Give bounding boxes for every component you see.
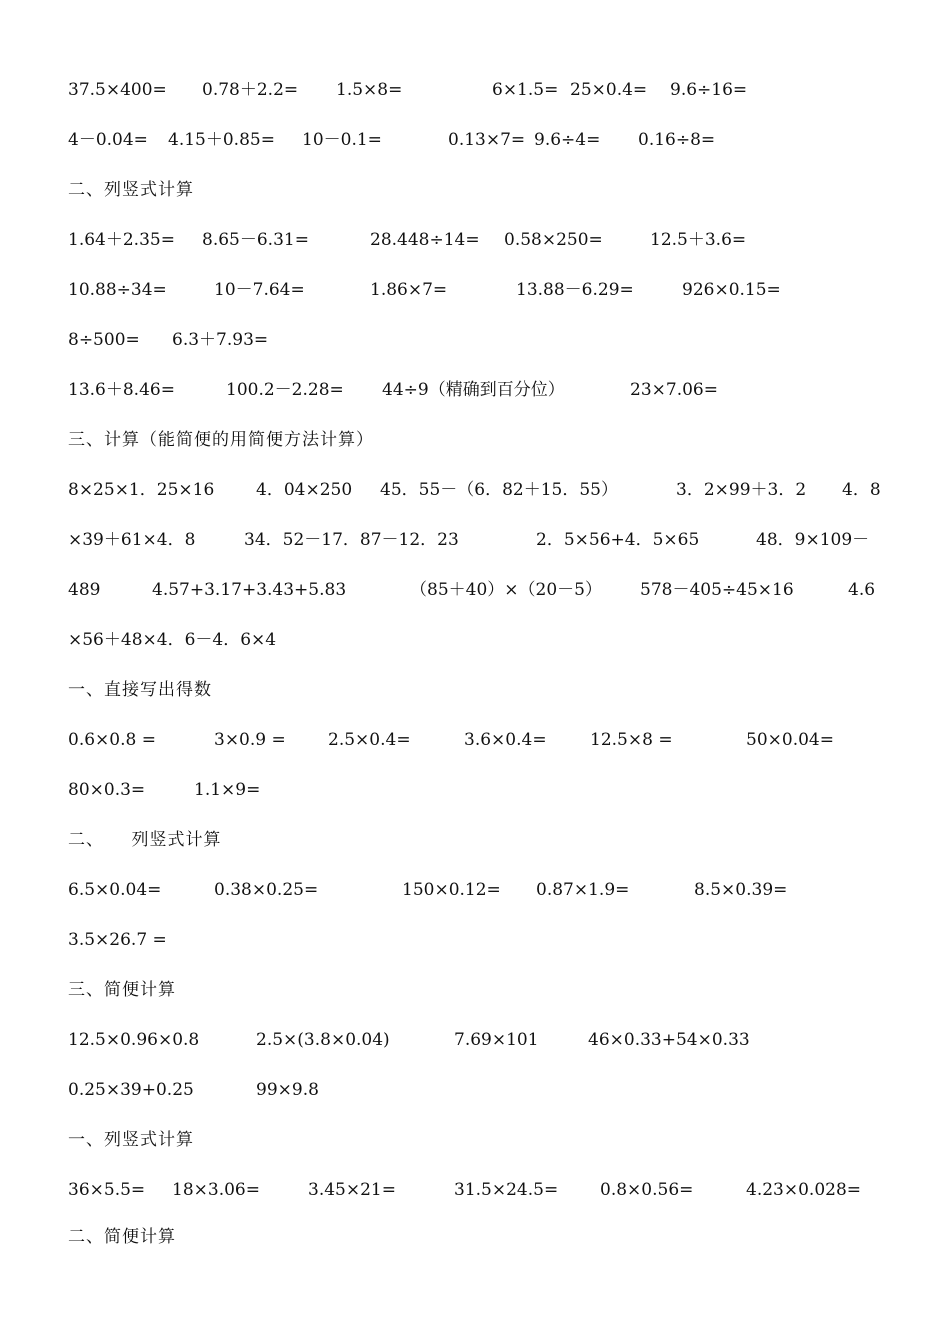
- exercise-item: 50×0.04=: [746, 730, 834, 750]
- exercise-item: 150×0.12=: [402, 880, 501, 900]
- exercise-item: 4－0.04=: [68, 130, 148, 150]
- exercise-line: [68, 1175, 898, 1205]
- exercise-item: 1.5×8=: [336, 80, 403, 100]
- exercise-item: 100.2－2.28=: [226, 380, 344, 400]
- exercise-item: 8.65－6.31=: [202, 230, 309, 250]
- exercise-line: [68, 1075, 898, 1105]
- exercise-item: 0.16÷8=: [638, 130, 716, 150]
- exercise-line: [68, 875, 898, 905]
- exercise-item: 4.6: [848, 580, 876, 600]
- exercise-item: 6.3＋7.93=: [172, 330, 269, 350]
- exercise-item: 2.5×0.4=: [328, 730, 411, 750]
- section-heading: 二、 列竖式计算: [68, 830, 222, 850]
- section-heading: 三、计算（能简便的用简便方法计算）: [68, 430, 374, 450]
- exercise-item: 10－7.64=: [214, 280, 305, 300]
- exercise-item: 3．2×99＋3．2: [676, 480, 807, 500]
- exercise-item: 0.58×250=: [504, 230, 603, 250]
- exercise-line: [68, 325, 898, 355]
- exercise-item: 0.8×0.56=: [600, 1180, 694, 1200]
- exercise-line: [68, 275, 898, 305]
- exercise-line: [68, 725, 898, 755]
- exercise-line: [68, 625, 898, 655]
- exercise-line: [68, 775, 898, 805]
- exercise-item: 4．04×250: [256, 480, 353, 500]
- exercise-item: 3.6×0.4=: [464, 730, 547, 750]
- exercise-item: 37.5×400=: [68, 80, 167, 100]
- exercise-line: [68, 375, 898, 405]
- exercise-item: 9.6÷16=: [670, 80, 748, 100]
- exercise-item: 0.87×1.9=: [536, 880, 630, 900]
- exercise-item: 44÷9（精确到百分位）: [382, 380, 565, 400]
- exercise-item: 34．52－17．87－12．23: [244, 530, 459, 550]
- exercise-item: ×39＋61×4．8: [68, 530, 196, 550]
- exercise-item: 10－0.1=: [302, 130, 382, 150]
- exercise-line: [68, 925, 898, 955]
- exercise-item: 8×25×1．25×16: [68, 480, 215, 500]
- exercise-item: 4.57+3.17+3.43+5.83: [152, 580, 347, 600]
- exercise-item: 8÷500=: [68, 330, 140, 350]
- exercise-item: 2.5×(3.8×0.04): [256, 1030, 390, 1050]
- exercise-item: 3.45×21=: [308, 1180, 396, 1200]
- exercise-item: 0.13×7=: [448, 130, 526, 150]
- exercise-item: 489: [68, 580, 101, 600]
- exercise-line: [68, 475, 898, 505]
- exercise-item: 4．8: [842, 480, 881, 500]
- exercise-item: 0.78＋2.2=: [202, 80, 299, 100]
- exercise-item: 13.88－6.29=: [516, 280, 634, 300]
- exercise-item: 10.88÷34=: [68, 280, 167, 300]
- exercise-item: 31.5×24.5=: [454, 1180, 559, 1200]
- exercise-item: 3×0.9 =: [214, 730, 286, 750]
- exercise-line: [68, 1025, 898, 1055]
- exercise-item: 2．5×56+4．5×65: [536, 530, 700, 550]
- exercise-item: 12.5×0.96×0.8: [68, 1030, 200, 1050]
- exercise-item: 46×0.33+54×0.33: [588, 1030, 750, 1050]
- exercise-item: 36×5.5=: [68, 1180, 146, 1200]
- exercise-item: ×56＋48×4．6－4．6×4: [68, 630, 277, 650]
- exercise-item: （85＋40）×（20－5）: [410, 580, 602, 600]
- section-heading: 一、列竖式计算: [68, 1130, 194, 1150]
- exercise-item: 6×1.5=: [492, 80, 559, 100]
- exercise-item: 7.69×101: [454, 1030, 539, 1050]
- exercise-item: 4.15＋0.85=: [168, 130, 275, 150]
- exercise-item: 80×0.3=: [68, 780, 146, 800]
- exercise-item: 28.448÷14=: [370, 230, 480, 250]
- exercise-item: 3.5×26.7 =: [68, 930, 167, 950]
- exercise-item: 8.5×0.39=: [694, 880, 788, 900]
- exercise-line: [68, 575, 898, 605]
- exercise-item: 926×0.15=: [682, 280, 781, 300]
- section-heading: 二、列竖式计算: [68, 180, 194, 200]
- exercise-item: 48．9×109－: [756, 530, 870, 550]
- section-heading: 一、直接写出得数: [68, 680, 212, 700]
- exercise-item: 1.64＋2.35=: [68, 230, 175, 250]
- exercise-item: 12.5＋3.6=: [650, 230, 747, 250]
- exercise-item: 13.6＋8.46=: [68, 380, 175, 400]
- exercise-line: [68, 525, 898, 555]
- exercise-item: 0.38×0.25=: [214, 880, 319, 900]
- exercise-item: 12.5×8 =: [590, 730, 673, 750]
- exercise-line: [68, 75, 898, 105]
- exercise-item: 0.6×0.8 =: [68, 730, 156, 750]
- exercise-item: 6.5×0.04=: [68, 880, 162, 900]
- exercise-line: [68, 225, 898, 255]
- exercise-item: 18×3.06=: [172, 1180, 260, 1200]
- exercise-item: 1.86×7=: [370, 280, 448, 300]
- exercise-item: 0.25×39+0.25: [68, 1080, 194, 1100]
- exercise-item: 4.23×0.028=: [746, 1180, 862, 1200]
- exercise-item: 9.6÷4=: [534, 130, 601, 150]
- section-heading: 三、简便计算: [68, 980, 176, 1000]
- section-heading: 二、简便计算: [68, 1227, 176, 1247]
- exercise-item: 578－405÷45×16: [640, 580, 794, 600]
- exercise-line: [68, 125, 898, 155]
- exercise-item: 45．55－（6．82＋15．55）: [380, 480, 618, 500]
- exercise-item: 23×7.06=: [630, 380, 718, 400]
- exercise-item: 99×9.8: [256, 1080, 319, 1100]
- exercise-item: 25×0.4=: [570, 80, 648, 100]
- exercise-item: 1.1×9=: [194, 780, 261, 800]
